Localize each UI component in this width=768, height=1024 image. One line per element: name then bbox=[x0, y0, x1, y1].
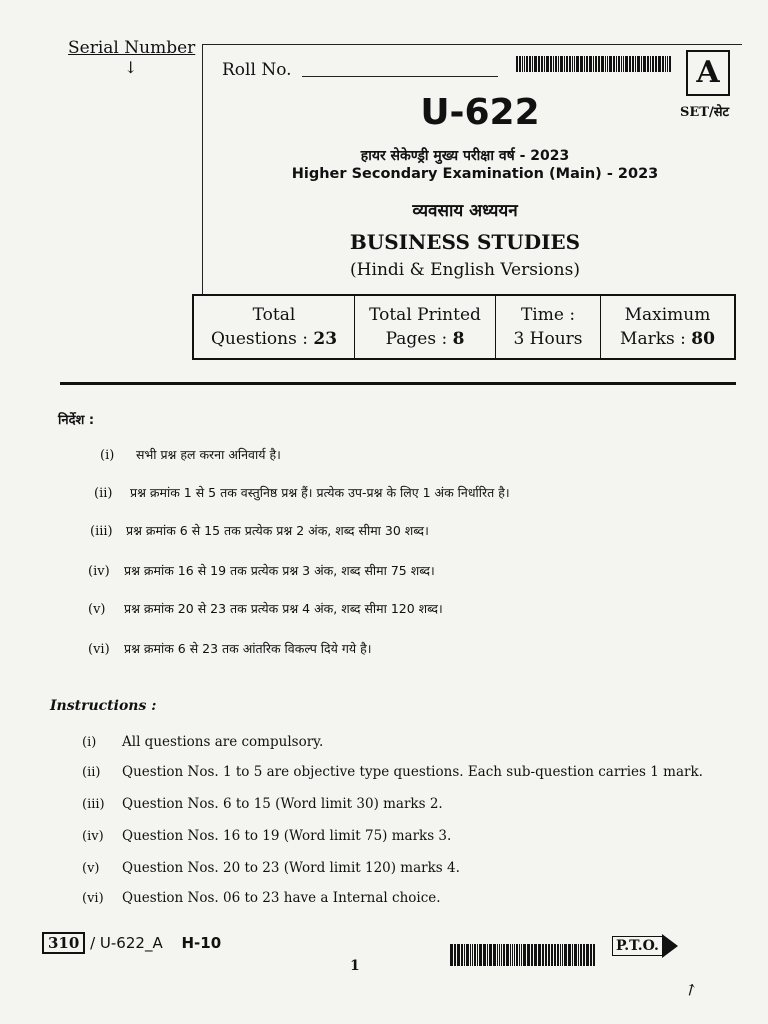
barcode-bar bbox=[560, 944, 561, 966]
item-number: (i) bbox=[100, 448, 115, 463]
barcode-bar bbox=[497, 944, 498, 966]
barcode-bar bbox=[554, 944, 556, 966]
item-number: (vi) bbox=[88, 642, 110, 657]
barcode-bar bbox=[551, 944, 553, 966]
barcode-bar bbox=[601, 56, 604, 72]
barcode-bar bbox=[489, 944, 492, 966]
barcode-bar bbox=[557, 944, 559, 966]
item-text: Question Nos. 1 to 5 are objective type questions. Each sub-question carries 1 mark. bbox=[122, 764, 703, 780]
barcode-bar bbox=[593, 56, 594, 72]
barcode-bar bbox=[472, 944, 473, 966]
pto-label: P.T.O. bbox=[612, 936, 662, 956]
barcode-bar bbox=[541, 56, 543, 72]
barcode-bar bbox=[605, 56, 606, 72]
barcode-bar bbox=[521, 944, 522, 966]
subject-title-hindi: व्यवसाय अध्ययन bbox=[412, 201, 518, 221]
barcode-bar bbox=[566, 56, 568, 72]
time-label: Time : bbox=[520, 305, 576, 325]
max-marks-label-2: Marks : bbox=[620, 329, 686, 349]
barcode-bar bbox=[564, 56, 565, 72]
english-instruction-item bbox=[82, 796, 443, 812]
subject-title-english: BUSINESS STUDIES bbox=[349, 230, 581, 254]
max-marks-value: 80 bbox=[691, 329, 715, 349]
barcode-bar bbox=[522, 56, 523, 72]
barcode-bar bbox=[572, 944, 573, 966]
barcode-bar bbox=[576, 56, 579, 72]
exam-title-hindi: हायर सेकेण्ड्री मुख्य परीक्षा वर्ष - 2023 bbox=[360, 148, 570, 164]
barcode-bar bbox=[534, 56, 537, 72]
barcode-bar bbox=[510, 944, 511, 966]
barcode-bar bbox=[572, 56, 573, 72]
barcode-bar bbox=[534, 944, 537, 966]
barcode-bar bbox=[529, 56, 531, 72]
total-questions-cell bbox=[194, 296, 355, 358]
barcode-bar bbox=[589, 56, 592, 72]
barcode-bar bbox=[464, 944, 465, 966]
barcode-icon bbox=[516, 56, 672, 72]
item-text: All questions are compulsory. bbox=[122, 734, 324, 750]
header-border-top bbox=[202, 44, 742, 45]
hindi-instruction-item bbox=[90, 522, 429, 539]
barcode-bar bbox=[546, 56, 549, 72]
max-marks-cell bbox=[601, 296, 734, 358]
footer-box-code: 310 bbox=[42, 932, 85, 954]
barcode-bar bbox=[545, 944, 547, 966]
pen-mark-icon: ↗ bbox=[680, 977, 702, 1002]
barcode-bar bbox=[669, 56, 671, 72]
total-questions-label-2: Questions : bbox=[210, 329, 308, 349]
footer-doc-code: / U-622_A bbox=[90, 934, 163, 952]
item-text: Question Nos. 16 to 19 (Word limit 75) marks 3. bbox=[122, 828, 452, 844]
hindi-instruction-item bbox=[100, 446, 281, 463]
barcode-icon bbox=[450, 944, 596, 966]
barcode-bar bbox=[512, 944, 513, 966]
hindi-instruction-item bbox=[88, 600, 443, 617]
serial-number-label: Serial Number bbox=[68, 38, 196, 58]
english-instruction-item bbox=[82, 734, 323, 750]
barcode-bar bbox=[514, 944, 515, 966]
barcode-bar bbox=[538, 944, 541, 966]
barcode-bar bbox=[519, 944, 520, 966]
paper-code: U-622 bbox=[420, 92, 540, 133]
barcode-bar bbox=[613, 56, 615, 72]
item-text: प्रश्न क्रमांक 16 से 19 तक प्रत्येक प्रश्न 3 अंक, शब्द सीमा 75 शब्द। bbox=[124, 563, 435, 578]
barcode-bar bbox=[523, 944, 526, 966]
barcode-bar bbox=[665, 56, 666, 72]
roll-no-label: Roll No. bbox=[222, 60, 292, 80]
barcode-bar bbox=[609, 56, 612, 72]
barcode-bar bbox=[655, 56, 657, 72]
barcode-bar bbox=[538, 56, 540, 72]
versions-note: (Hindi & English Versions) bbox=[350, 260, 580, 280]
barcode-bar bbox=[454, 944, 456, 966]
barcode-bar bbox=[562, 944, 563, 966]
barcode-bar bbox=[524, 56, 525, 72]
barcode-bar bbox=[503, 944, 505, 966]
set-label: SET/सेट bbox=[680, 105, 730, 120]
barcode-bar bbox=[569, 56, 571, 72]
hindi-instruction-item bbox=[88, 640, 372, 657]
item-text: Question Nos. 6 to 15 (Word limit 30) marks 2. bbox=[122, 796, 443, 812]
barcode-bar bbox=[479, 944, 482, 966]
barcode-bar bbox=[593, 944, 595, 966]
arrow-right-icon bbox=[662, 934, 678, 958]
item-number: (v) bbox=[88, 602, 106, 617]
barcode-bar bbox=[548, 944, 550, 966]
barcode-bar bbox=[643, 56, 646, 72]
barcode-bar bbox=[558, 56, 559, 72]
pto-link[interactable] bbox=[612, 934, 678, 958]
barcode-bar bbox=[623, 56, 624, 72]
barcode-bar bbox=[527, 944, 530, 966]
barcode-bar bbox=[450, 944, 453, 966]
barcode-bar bbox=[506, 944, 509, 966]
barcode-bar bbox=[618, 56, 620, 72]
barcode-bar bbox=[580, 56, 583, 72]
barcode-bar bbox=[667, 56, 668, 72]
max-marks-label: Maximum bbox=[624, 305, 711, 325]
header-border-left bbox=[202, 44, 203, 294]
barcode-bar bbox=[652, 56, 654, 72]
barcode-bar bbox=[595, 56, 597, 72]
item-number: (iii) bbox=[82, 797, 105, 812]
time-cell bbox=[496, 296, 601, 358]
item-text: सभी प्रश्न हल करना अनिवार्य है। bbox=[136, 447, 281, 462]
barcode-bar bbox=[590, 944, 592, 966]
barcode-bar bbox=[574, 56, 575, 72]
english-instructions-title: Instructions : bbox=[50, 698, 157, 714]
roll-no-field[interactable] bbox=[302, 76, 498, 77]
exam-info-table bbox=[192, 294, 736, 360]
barcode-bar bbox=[483, 944, 486, 966]
english-instruction-item bbox=[82, 828, 451, 844]
barcode-bar bbox=[647, 56, 649, 72]
barcode-bar bbox=[635, 56, 636, 72]
total-pages-line bbox=[386, 327, 465, 351]
barcode-bar bbox=[658, 56, 661, 72]
max-marks-line bbox=[620, 327, 715, 351]
barcode-bar bbox=[637, 56, 640, 72]
barcode-bar bbox=[477, 944, 478, 966]
item-number: (ii) bbox=[82, 765, 101, 780]
barcode-bar bbox=[461, 944, 463, 966]
exam-title-english: Higher Secondary Examination (Main) - 2023 bbox=[291, 166, 659, 182]
barcode-bar bbox=[555, 56, 557, 72]
total-questions-value: 23 bbox=[313, 329, 338, 349]
time-value: 3 Hours bbox=[513, 329, 583, 349]
hindi-instructions-title: निर्देश : bbox=[58, 413, 95, 428]
item-text: Question Nos. 06 to 23 have a Internal choice. bbox=[122, 890, 441, 906]
total-pages-label: Total Printed bbox=[369, 305, 481, 325]
footer-paper-code bbox=[42, 934, 221, 952]
item-number: (iv) bbox=[88, 564, 110, 579]
item-text: प्रश्न क्रमांक 6 से 23 तक आंतरिक विकल्प दिये गये है। bbox=[124, 641, 372, 656]
barcode-bar bbox=[516, 944, 518, 966]
barcode-bar bbox=[519, 56, 521, 72]
item-text: Question Nos. 20 to 23 (Word limit 120) marks 4. bbox=[122, 860, 460, 876]
barcode-bar bbox=[621, 56, 622, 72]
barcode-bar bbox=[632, 56, 634, 72]
item-text: प्रश्न क्रमांक 20 से 23 तक प्रत्येक प्रश्न 4 अंक, शब्द सीमा 120 शब्द। bbox=[124, 601, 443, 616]
english-instruction-item bbox=[82, 890, 441, 906]
barcode-bar bbox=[625, 56, 628, 72]
item-number: (iii) bbox=[90, 524, 113, 539]
total-pages-cell bbox=[355, 296, 496, 358]
item-number: (ii) bbox=[94, 486, 113, 501]
barcode-bar bbox=[542, 944, 544, 966]
barcode-bar bbox=[584, 56, 585, 72]
barcode-bar bbox=[580, 944, 582, 966]
barcode-bar bbox=[607, 56, 608, 72]
barcode-bar bbox=[457, 944, 460, 966]
barcode-bar bbox=[550, 56, 552, 72]
item-number: (v) bbox=[82, 861, 100, 876]
barcode-bar bbox=[650, 56, 651, 72]
page-number: 1 bbox=[350, 958, 360, 974]
barcode-bar bbox=[586, 56, 588, 72]
barcode-bar bbox=[526, 56, 528, 72]
barcode-bar bbox=[470, 944, 471, 966]
barcode-bar bbox=[474, 944, 476, 966]
barcode-bar bbox=[616, 56, 617, 72]
total-questions-label: Total bbox=[252, 305, 296, 325]
barcode-bar bbox=[598, 56, 600, 72]
barcode-bar bbox=[532, 56, 533, 72]
barcode-bar bbox=[568, 944, 571, 966]
barcode-bar bbox=[553, 56, 554, 72]
barcode-bar bbox=[564, 944, 567, 966]
barcode-bar bbox=[493, 944, 496, 966]
item-number: (vi) bbox=[82, 891, 104, 906]
down-arrow-icon: ↓ bbox=[124, 58, 138, 77]
barcode-bar bbox=[574, 944, 577, 966]
hindi-instruction-item bbox=[94, 484, 510, 501]
item-text: प्रश्न क्रमांक 6 से 15 तक प्रत्येक प्रश्न 2 अंक, शब्द सीमा 30 शब्द। bbox=[126, 523, 429, 538]
barcode-bar bbox=[629, 56, 631, 72]
section-divider bbox=[60, 382, 736, 385]
barcode-bar bbox=[516, 56, 518, 72]
english-instruction-item bbox=[82, 860, 460, 876]
barcode-bar bbox=[466, 944, 469, 966]
barcode-bar bbox=[531, 944, 533, 966]
barcode-bar bbox=[586, 944, 589, 966]
total-pages-label-2: Pages : bbox=[385, 329, 448, 349]
item-number: (iv) bbox=[82, 829, 104, 844]
barcode-bar bbox=[544, 56, 545, 72]
barcode-bar bbox=[501, 944, 502, 966]
item-text: प्रश्न क्रमांक 1 से 5 तक वस्तुनिष्ठ प्रश्न हैं। प्रत्येक उप-प्रश्न के लिए 1 अंक निर्धारित है। bbox=[130, 485, 510, 500]
barcode-bar bbox=[487, 944, 488, 966]
barcode-bar bbox=[662, 56, 664, 72]
item-number: (i) bbox=[82, 735, 97, 750]
english-instruction-item bbox=[82, 764, 703, 780]
footer-h-code: H-10 bbox=[181, 934, 222, 952]
barcode-bar bbox=[560, 56, 563, 72]
total-pages-value: 8 bbox=[452, 329, 465, 349]
barcode-bar bbox=[583, 944, 585, 966]
barcode-bar bbox=[578, 944, 579, 966]
total-questions-line bbox=[211, 327, 337, 351]
hindi-instruction-item bbox=[88, 562, 435, 579]
barcode-bar bbox=[641, 56, 642, 72]
set-letter-box: A bbox=[686, 50, 730, 96]
barcode-bar bbox=[499, 944, 500, 966]
